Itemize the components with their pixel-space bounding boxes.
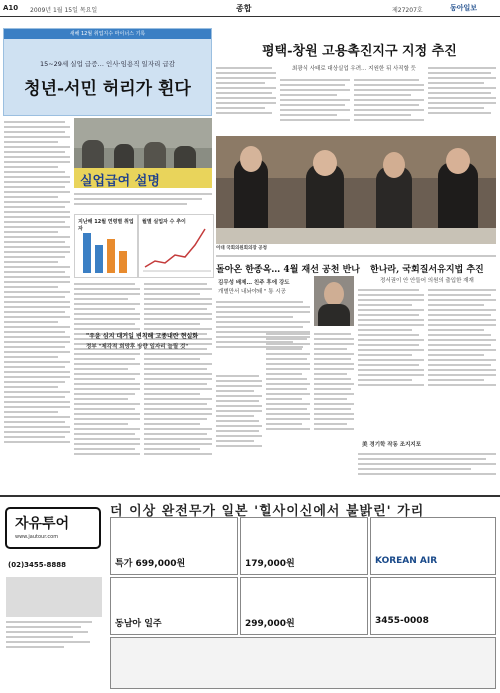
article2-subhead: 최광식 사태로 대상실업 우려… 지원한 뒤 사직할 듯	[292, 66, 416, 72]
page-number: A10	[3, 4, 19, 12]
article2-body-col1	[280, 76, 350, 134]
ad-url: www.jautour.com	[15, 534, 59, 540]
article2-headline: 평택-창원 고용촉진지구 지정 추진	[262, 44, 457, 59]
ad-logo	[5, 507, 101, 549]
article3-headline: 돌아온 한종옥… 4월 재선 공천 반나	[216, 265, 360, 275]
ad-brand: 자유투어	[15, 516, 70, 532]
ad-cell-1-price: 특가 699,000원	[115, 559, 186, 569]
article1-headline: 청년-서민 허리가 휜다	[24, 79, 191, 99]
article4-body-col1	[358, 286, 424, 436]
bar-1	[83, 233, 91, 273]
section-title: 종합	[236, 4, 252, 13]
ad-banner: 더 이상 완전무가 일본 '힐사이신에서 불밝린' 가리	[110, 504, 425, 519]
article1-photo-caption	[74, 190, 212, 212]
monthly-line-chart	[139, 215, 213, 277]
ad-cell-1	[110, 517, 238, 575]
article3-quote: 개별만서 내놔야돼 " 통 시공	[218, 289, 286, 295]
chart-age-title: 지난해 12월 연령별 취업자	[78, 219, 134, 232]
ad-cell-7	[110, 637, 496, 689]
article1-body-col2	[74, 280, 140, 490]
article3-subhead: 김무성 배제… 친주 후에 강도	[218, 280, 290, 286]
advertisement	[0, 495, 500, 693]
ad-cell-4-title: 동남아 일주	[115, 619, 162, 629]
ad-cell-4	[110, 577, 238, 635]
article1-body-col3	[144, 280, 212, 490]
age-bar-chart	[75, 215, 137, 277]
issue-number: 제27207호	[392, 7, 423, 14]
article2-photo	[216, 136, 496, 244]
newspaper-logo: 동아일보	[450, 4, 478, 12]
article4-body-col2	[428, 286, 496, 436]
issue-date: 2009년 1월 15일 목요일	[30, 7, 98, 14]
article2-body-col2	[354, 76, 424, 134]
article4-body-bottom	[358, 450, 496, 492]
article4-subhead2: 美 경기학 작동 조지지포	[362, 442, 422, 448]
article1-chart-monthly	[138, 214, 214, 278]
ad-left-photo	[6, 577, 102, 617]
ad-cell-3-brand: KOREAN AIR	[375, 556, 438, 566]
article3-body-col2	[216, 372, 262, 492]
article2-intro	[216, 64, 276, 126]
article2-photo-caption: 이대 국회의원회의장 공청	[216, 246, 267, 251]
article3-portrait	[314, 276, 354, 326]
article1-chart-age	[74, 214, 138, 278]
ad-cell-3	[370, 517, 496, 575]
chart-monthly-title: 월별 실업자 수 추이	[142, 219, 186, 225]
article3-box-headline: "우윤 심지 대거일 변칙해 고종내란 현실화	[86, 333, 199, 340]
article2-body-col3	[428, 64, 496, 134]
ad-cell-2-price: 179,000원	[245, 559, 295, 569]
bar-4	[119, 251, 127, 273]
bar-3	[107, 239, 115, 273]
ad-cell-5-price: 299,000원	[245, 619, 295, 629]
article2-caption-area	[216, 246, 496, 260]
article4-subhead: 정서권이 안 안들어 의원의 출입한 재재	[380, 278, 474, 284]
unemployed-line	[145, 229, 205, 267]
ad-cell-5	[240, 577, 368, 635]
article1-kicker: 새해 12월 취업지수 마이너스 기록	[4, 29, 211, 39]
ad-cell-2	[240, 517, 368, 575]
ad-left-column	[6, 577, 102, 687]
page-header	[0, 0, 500, 17]
ad-cell-6-phone: 3455-0008	[375, 616, 429, 626]
article1-subtitle: 15~29세 실업 급증… 인사·임용직 일자리 급감	[39, 60, 176, 68]
article1-photo-banner: 실업급여 설명	[80, 174, 160, 188]
article1-photo	[74, 118, 212, 188]
article3-body-col3	[266, 330, 310, 492]
article4-headline: 한나라, 국회질서유지법 추진	[370, 265, 484, 275]
article3-body-col4	[314, 330, 354, 492]
article1-body-col1	[4, 118, 70, 493]
bar-2	[95, 245, 103, 273]
ad-grid	[110, 517, 495, 689]
ad-cell-6	[370, 577, 496, 635]
article3-box-sub: 정부 "제각적 희망후 방향 일자리 늘릴 것"	[86, 344, 189, 350]
article1-headline-box	[3, 28, 212, 116]
ad-phone: (02)3455-8888	[8, 561, 67, 569]
